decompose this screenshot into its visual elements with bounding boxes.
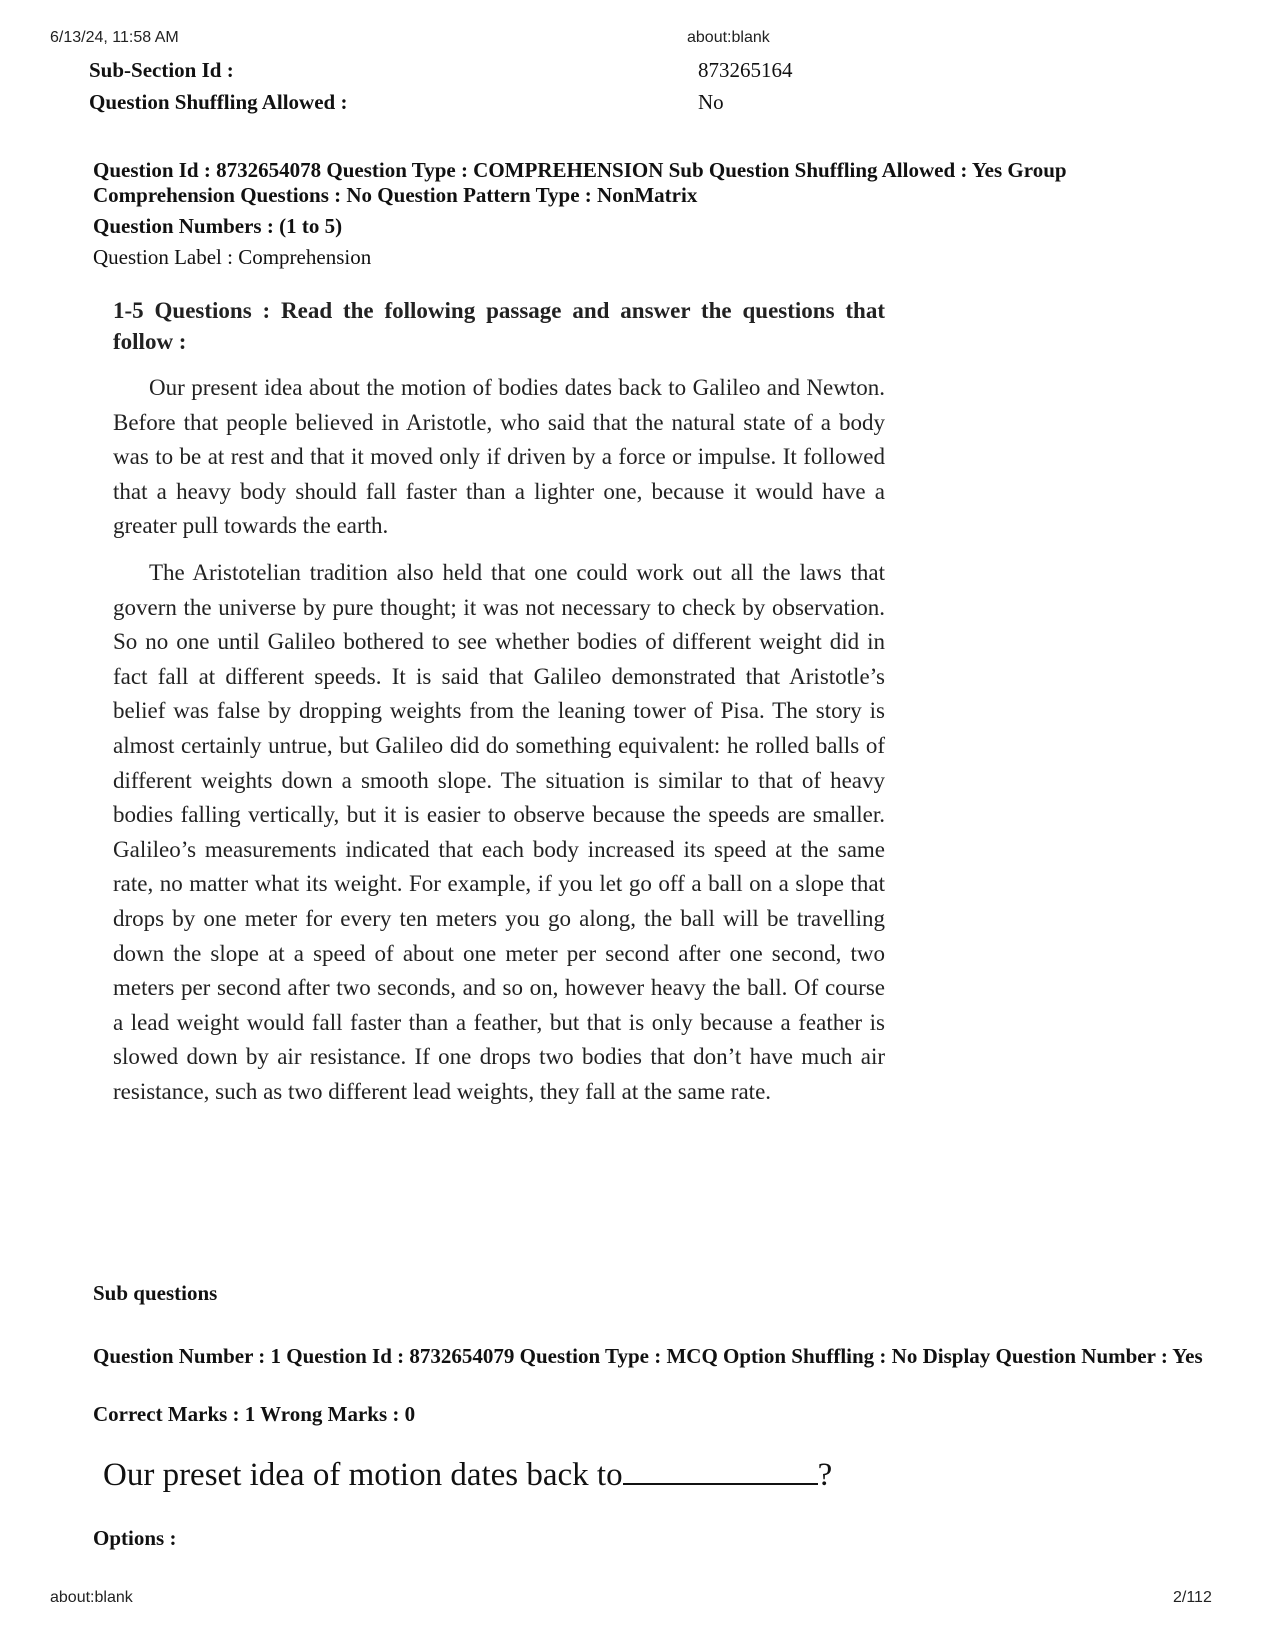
sub-question-1-header: Question Number : 1 Question Id : 8732654079 Question Type : MCQ Option Shuffling : No Display Question Number : Yes [93, 1344, 1203, 1368]
question-numbers: Question Numbers : (1 to 5) [93, 214, 343, 238]
answer-blank [623, 1455, 818, 1485]
question-text-stem: Our preset idea of motion dates back to [103, 1457, 623, 1493]
question-header: Question Id : 8732654078 Question Type : COMPREHENSION Sub Question Shuffling Allowed : Yes Group Comprehension Questions : No Question Pattern Type : NonMatrix [93, 158, 1067, 207]
question-mark: ? [817, 1457, 833, 1493]
options-label: Options : [93, 1526, 177, 1550]
print-page-title: about:blank [687, 29, 770, 46]
shuffle-allowed-value: No [698, 90, 724, 114]
passage-title: 1-5 Questions : Read the following passage and answer the questions that follow : [113, 298, 885, 354]
subsection-id-value: 873265164 [698, 58, 793, 82]
print-timestamp: 6/13/24, 11:58 AM [50, 29, 179, 46]
passage-paragraph-2: The Aristotelian tradition also held that one could work out all the laws that govern the universe by pure thought; it was not necessary to check by observation. So no one until Galileo bothered to see whether bodies of different weight did in fact fall at different speeds. It is said that Galileo demonstrated that Aristotle’s belief was false by dropping weights from the leaning tower of Pisa. The story is almost certainly untrue, but Galileo did do something equivalent: he rolled balls of different weights down a smooth slope. The situation is similar to that of heavy bodies falling vertically, but it is easier to observe because the speeds are smaller. Galileo’s measurements indicated that each body increased its speed at the same rate, no matter what its weight. For example, if you let go off a ball on a slope that drops by one meter for every ten meters you go along, the ball will be travelling down the slope at a speed of about one meter per second after one second, two meters per second after two seconds, and so on, however heavy the ball. Of course a lead weight would fall faster than a feather, but that is only because a feather is slowed down by air resistance. If one drops two bodies that don’t have much air resistance, such as two different lead weights, they fall at the same rate. [113, 559, 885, 1104]
shuffle-allowed-label: Question Shuffling Allowed : [89, 90, 348, 114]
question-label: Question Label : Comprehension [93, 245, 372, 269]
comprehension-passage [113, 295, 885, 1109]
print-footer-url: about:blank [50, 1589, 133, 1606]
print-page-count: 2/112 [1173, 1589, 1212, 1606]
passage-paragraph-1: Our present idea about the motion of bodies dates back to Galileo and Newton. Before that people believed in Aristotle, who said that the natural state of a body was to be at rest and that it moved only if driven by a force or impulse. It followed that a heavy body should fall faster than a lighter one, because it would have a greater pull towards the earth. [113, 375, 885, 539]
sub-question-1-marks: Correct Marks : 1 Wrong Marks : 0 [93, 1402, 416, 1426]
sub-question-1-text [103, 1455, 832, 1494]
subsection-id-label: Sub-Section Id : [89, 58, 234, 82]
sub-questions-heading: Sub questions [93, 1281, 218, 1305]
